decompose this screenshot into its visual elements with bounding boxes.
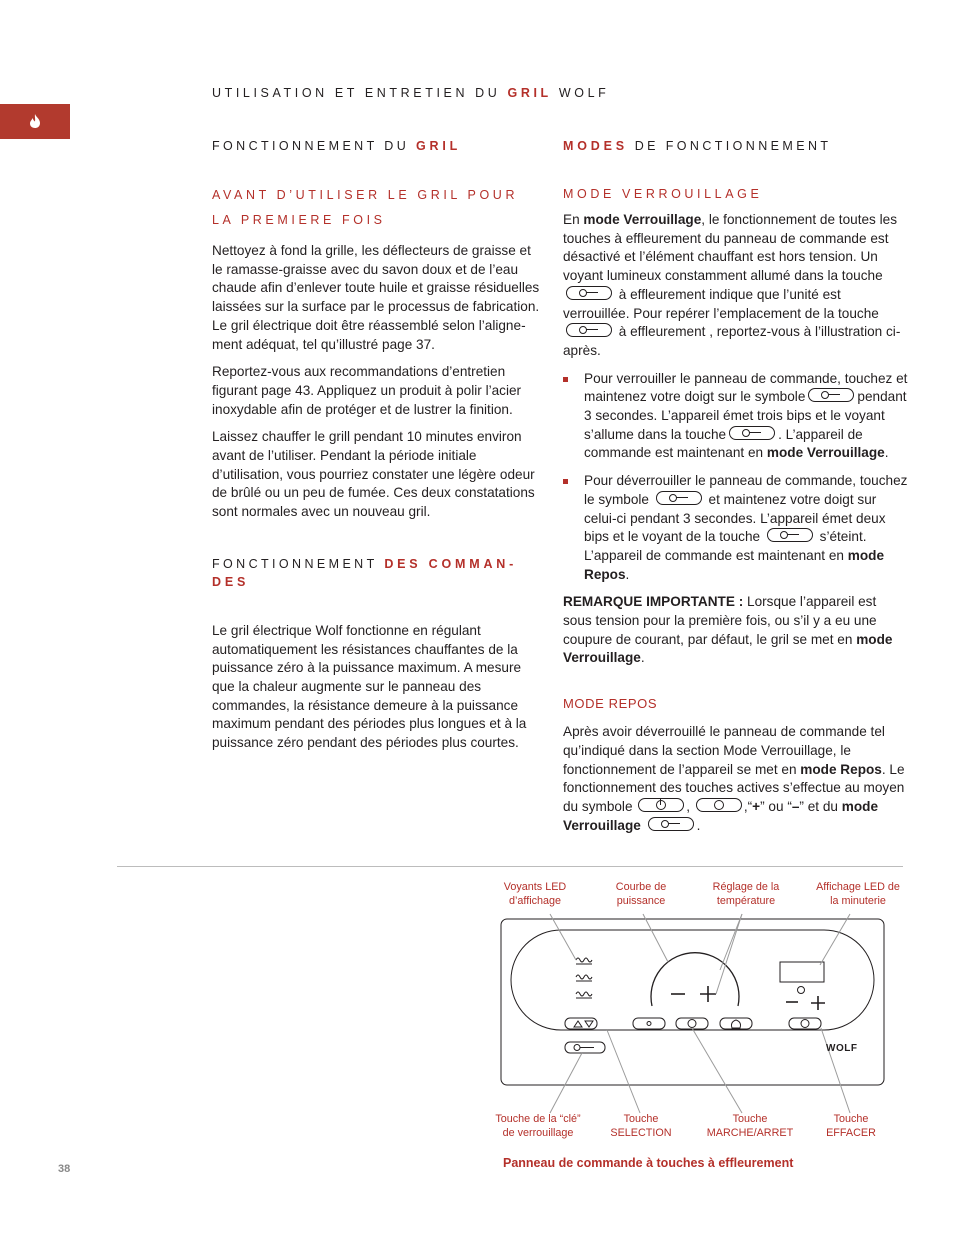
lock-key-icon [656,491,702,505]
lock-key-icon [767,528,813,542]
select-key-icon [696,798,742,812]
running-header: UTILISATION ET ENTRETIEN DU GRIL WOLF [212,86,610,100]
label-courbe: Courbe de puissance [615,881,667,907]
paragraph: Après avoir déverrouillé le panneau de commande tel qu’indiqué dans la section Mode Verrouillage, le fonctionnement de l’appareil se met en mode Repos. Le fonctionnement des touches actives s’effectue au moyen du symbole , ,“+” ou “–” et du mode Verrouillage . [563,724,905,833]
paragraph: Reportez-vous aux recommandations d’entretien figurant page 43. Appliquez un produit à polir l’acier inoxydable afin de protéger et de lustrer la finition. [212,364,522,417]
important-note: REMARQUE IMPORTANTE : Lorsque l’appareil est sous tension pour la première fois, ou s’il y a eu une coupure de courant, par défaut, le gril se met en mode Verrouillage. [563,594,893,666]
paragraph: Laissez chauffer le grill pendant 10 minutes environ avant de l’utiliser. Pendant la période initiale d’utilisation, vous pourriez constater une légère odeur de brûlé ou un peu de fumée. Ces deux constatations sont normales avec un nouveau gril. [212,429,535,520]
lock-key-icon [566,323,612,337]
page-number: 38 [58,1163,71,1175]
label-touche-selection: Touche SELECTION [610,1113,672,1139]
subheading-avant: AVANT D’UTILISER LE GRIL POUR LA PREMIERE FOIS [212,188,519,227]
header-accent: GRIL [507,86,552,100]
label-minuterie: Affichage LED de la minuterie [816,881,900,907]
bullet-list [563,370,908,585]
section-heading-commandes: FONCTIONNEMENT DES COMMAN- DES [212,556,518,590]
label-reglage: Réglage de la température [712,881,780,907]
label-touche-effacer: Touche EFFACER [826,1113,876,1139]
section-heading-modes: MODES DE FONCTIONNEMENT [563,139,832,153]
left-column [212,138,542,753]
label-touche-marche: Touche MARCHE/ARRET [706,1113,794,1139]
subheading-verrouillage: MODE VERROUILLAGE [563,187,763,201]
lock-key-icon [808,388,854,402]
list-item: Pour déverrouiller le panneau de commande, touchez le symbole et maintenez votre doigt sur celui-ci pendant 3 secondes. L’appareil émet deux bips et le voyant de la touche s’éteint. L’appareil de commande est maintenant en mode Repos. [563,472,908,584]
power-key-icon [638,798,684,812]
list-item: Pour verrouiller le panneau de commande, touchez et maintenez votre doigt sur le symbole pendant 3 secondes. L’appareil émet trois bips et le voyant s’allume dans la touche . L’appareil de commande est maintenant en mode Verrouillage. [563,370,908,464]
section-tab [0,104,70,139]
divider [117,866,903,867]
label-voyants-led: Voyants LED d’affichage [503,881,567,907]
right-column [563,138,908,835]
figure-caption: Panneau de commande à touches à effleurement [503,1156,794,1170]
label-touche-cle: Touche de la “clé” de verrouillage [495,1113,581,1139]
lock-key-icon [566,286,612,300]
lock-key-icon [729,426,775,440]
paragraph: En mode Verrouillage, le fonctionnement de toutes les touches à effleurement du panneau de commande est désactivé et l’élément chauffant est hors tension. Un voyant lumineux constamment allumé dans la touche à effleurement indique que l’unité est verrouillée. Pour repérer l’emplacement de la touche à effleurement , reportez-vous à l’illustration ci-après. [563,212,901,358]
section-heading-gril: FONCTIONNEMENT DU GRIL [212,139,462,153]
flame-icon [28,113,42,129]
paragraph: Le gril électrique Wolf fonctionne en régulant automatiquement les résistances chauffantes de la puissance zéro à la puissance maximum. A mesure que la chaleur augmente sur le panneau des commandes, la résistance demeure à la puissance maximum pendant des périodes plus longues et à la puissance zéro pendant des périodes plus courtes. [212,622,527,751]
subheading-repos: MODE REPOS [563,696,658,712]
paragraph: Nettoyez à fond la grille, les déflecteurs de graisse et le ramasse-graisse avec du savon doux et de l’eau chaude afin d’enlever toute huile et graisse résiduelles laissées sur la surface par le processus de fabrication. Le gril électrique doit être réassemblé selon l’alignement adéquat, tel qu’illustré page 37. [212,243,540,352]
wolf-logo: WOLF [826,1043,858,1054]
lock-key-icon [648,817,694,831]
